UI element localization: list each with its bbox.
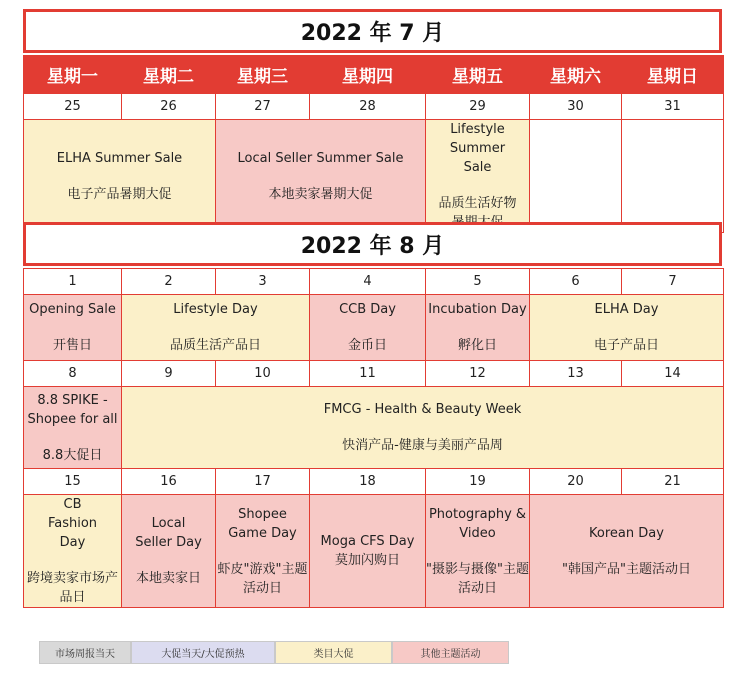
event-title-en: Local Seller Summer Sale	[237, 150, 404, 166]
date-cell: 21	[622, 469, 724, 495]
event-title-en: 8.8 SPIKE - Shopee for all	[27, 392, 118, 427]
july-month-title: 2022 年 7 月	[23, 9, 722, 53]
event-title-en: Shopee Game Day	[228, 506, 297, 541]
event-title-en: Korean Day	[589, 525, 664, 541]
event-opening-sale	[24, 295, 122, 361]
date-row	[24, 269, 724, 295]
weekday-thu: 星期四	[310, 56, 426, 94]
event-local-seller-day	[122, 495, 216, 608]
date-row	[24, 361, 724, 387]
event-title-en: Opening Sale	[29, 302, 116, 317]
event-title-en: Local Seller Day	[135, 516, 202, 550]
event-title-zh: 电子产品日	[593, 338, 659, 353]
event-ccb-day	[310, 295, 426, 361]
event-title-en: Photography & Video	[428, 506, 527, 541]
date-cell: 11	[310, 361, 426, 387]
date-cell: 5	[426, 269, 530, 295]
weekday-fri: 星期五	[426, 56, 530, 94]
weekday-header-row	[24, 56, 724, 94]
date-cell: 14	[622, 361, 724, 387]
event-local-seller-summer-sale	[216, 120, 426, 233]
event-shopee-game-day	[216, 495, 310, 608]
august-calendar	[23, 268, 724, 608]
empty-cell	[530, 120, 622, 233]
empty-cell	[622, 120, 724, 233]
event-moga-cfs-day	[310, 495, 426, 608]
color-legend	[39, 641, 509, 664]
event-title-zh: 本地卖家日	[135, 571, 201, 586]
event-title-zh: 8.8大促日	[42, 447, 103, 463]
weekday-wed: 星期三	[216, 56, 310, 94]
event-lifestyle-summer-sale	[426, 120, 530, 233]
date-cell: 18	[310, 469, 426, 495]
date-cell: 7	[622, 269, 724, 295]
date-cell: 28	[310, 94, 426, 120]
legend-item-category-sale: 类目大促	[275, 641, 392, 664]
date-cell: 12	[426, 361, 530, 387]
weekday-sun: 星期日	[622, 56, 724, 94]
event-title-zh: 金币日	[347, 338, 387, 353]
event-photography-video	[426, 495, 530, 608]
date-cell: 31	[622, 94, 724, 120]
legend-item-weekly-report: 市场周报当天	[39, 641, 131, 664]
date-row	[24, 94, 724, 120]
event-title-en: Moga CFS Day	[320, 534, 415, 549]
event-title-zh: 品质生活好物	[438, 196, 517, 211]
event-title-en: FMCG - Health & Beauty Week	[323, 402, 522, 417]
date-cell: 17	[216, 469, 310, 495]
event-row	[24, 295, 724, 361]
event-title-en: CCB Day	[339, 302, 396, 317]
date-cell: 8	[24, 361, 122, 387]
date-cell: 25	[24, 94, 122, 120]
event-title-zh: 快消产品-健康与美丽产品周	[342, 438, 503, 453]
date-cell: 26	[122, 94, 216, 120]
july-calendar	[23, 55, 724, 233]
date-cell: 30	[530, 94, 622, 120]
date-cell: 15	[24, 469, 122, 495]
event-title-zh: "摄影与摄像"主题活动日	[426, 561, 529, 596]
event-elha-summer-sale	[24, 120, 216, 233]
date-cell: 3	[216, 269, 310, 295]
august-month-title: 2022 年 8 月	[23, 222, 722, 266]
event-title-en: ELHA Day	[594, 302, 659, 317]
event-title-zh: "韩国产品"主题活动日	[562, 561, 691, 577]
date-cell: 20	[530, 469, 622, 495]
event-incubation-day	[426, 295, 530, 361]
event-row	[24, 387, 724, 469]
event-title-en: CB Fashion Day	[47, 497, 98, 550]
weekday-mon: 星期一	[24, 56, 122, 94]
event-korean-day	[530, 495, 724, 608]
weekday-sat: 星期六	[530, 56, 622, 94]
date-cell: 1	[24, 269, 122, 295]
legend-item-campaign-day: 大促当天/大促预热	[131, 641, 275, 664]
event-cb-fashion-day	[24, 495, 122, 608]
date-cell: 19	[426, 469, 530, 495]
event-title-zh: 跨境卖家市场产品日	[26, 571, 118, 605]
event-title-zh: 孵化日	[457, 338, 497, 353]
date-row	[24, 469, 724, 495]
date-cell: 29	[426, 94, 530, 120]
event-title-zh: 开售日	[52, 338, 92, 353]
date-cell: 9	[122, 361, 216, 387]
date-cell: 6	[530, 269, 622, 295]
event-fmcg-week	[122, 387, 724, 469]
event-spike-sale	[24, 387, 122, 469]
date-cell: 16	[122, 469, 216, 495]
event-title-zh: 莫加闪购日	[334, 553, 400, 568]
date-cell: 27	[216, 94, 310, 120]
event-title-zh: 本地卖家暑期大促	[268, 186, 373, 202]
legend-item-other-theme: 其他主题活动	[392, 641, 509, 664]
event-row	[24, 495, 724, 608]
date-cell: 2	[122, 269, 216, 295]
event-title-zh: 电子产品暑期大促	[67, 186, 172, 202]
date-cell: 4	[310, 269, 426, 295]
date-cell: 10	[216, 361, 310, 387]
event-row	[24, 120, 724, 233]
event-elha-day	[530, 295, 724, 361]
event-title-zh: 品质生活产品日	[169, 338, 261, 353]
event-title-zh: 虾皮"游戏"主题活动日	[217, 561, 308, 596]
date-cell: 13	[530, 361, 622, 387]
event-title-en: Lifestyle Day	[173, 302, 258, 317]
event-title-en: ELHA Summer Sale	[56, 150, 183, 166]
event-lifestyle-day	[122, 295, 310, 361]
event-title-en: Lifestyle Summer Sale	[449, 122, 506, 175]
event-title-en: Incubation Day	[428, 302, 527, 317]
weekday-tue: 星期二	[122, 56, 216, 94]
